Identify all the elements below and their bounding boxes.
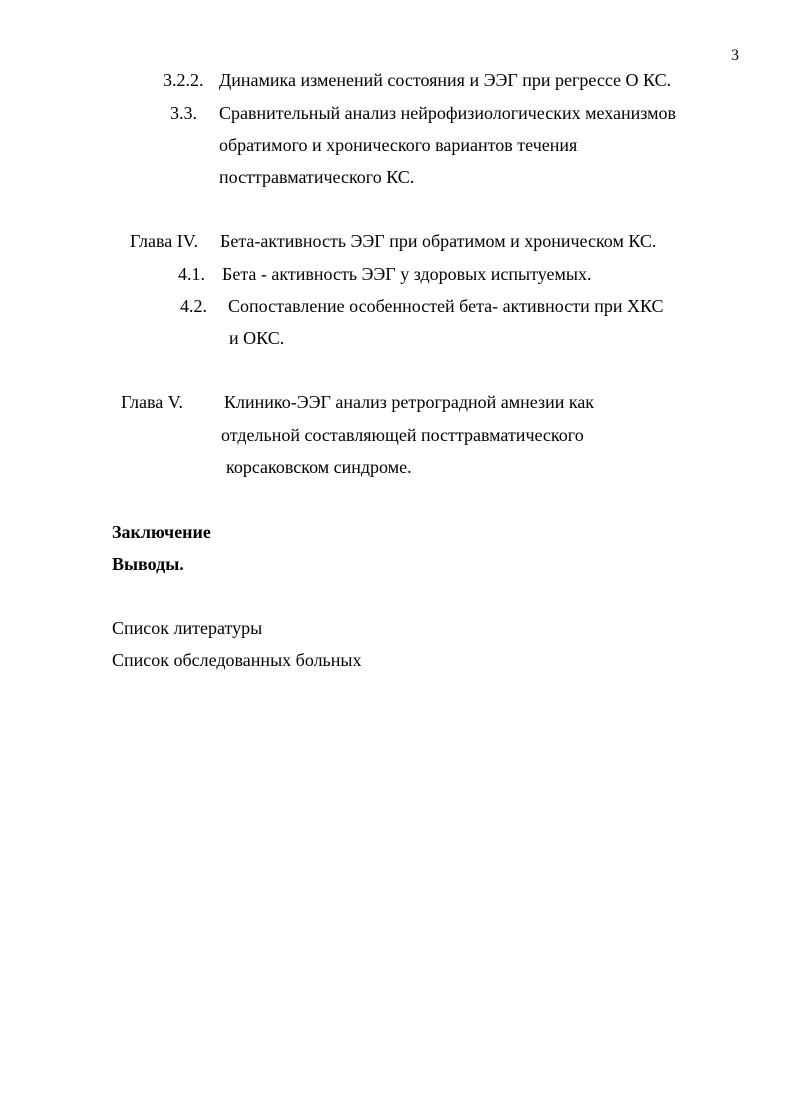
- toc-title-3-3-line-2: обратимого и хронического вариантов течения: [219, 135, 578, 155]
- page-number: 3: [731, 47, 739, 64]
- chapter-4-label: Глава IV.: [130, 231, 198, 251]
- chapter-4-title: Бета-активность ЭЭГ при обратимом и хроническом КС.: [220, 231, 657, 251]
- toc-number-3-3: 3.3.: [170, 103, 197, 123]
- findings-heading: Выводы.: [112, 554, 184, 574]
- chapter-5-title-line-1: Клинико-ЭЭГ анализ ретроградной амнезии как: [224, 392, 595, 412]
- toc-title-4-2-line-2: и ОКС.: [229, 328, 285, 348]
- toc-number-4-2: 4.2.: [180, 296, 207, 316]
- conclusion-heading: Заключение: [112, 522, 211, 542]
- chapter-5-title-line-3: корсаковском синдроме.: [226, 457, 412, 477]
- toc-title-4-2-line-1: Сопоставление особенностей бета- активности при ХКС: [228, 296, 664, 316]
- toc-title-3-3-line-1: Сравнительный анализ нейрофизиологических механизмов: [219, 103, 676, 123]
- toc-number-3-2-2: 3.2.2.: [163, 70, 204, 90]
- references-item: Список литературы: [112, 618, 263, 638]
- patients-list-item: Список обследованных больных: [112, 650, 362, 670]
- chapter-5-label: Глава V.: [121, 392, 183, 412]
- toc-title-3-2-2: Динамика изменений состояния и ЭЭГ при регрессе О КС.: [219, 70, 672, 90]
- toc-title-4-1: Бета - активность ЭЭГ у здоровых испытуемых.: [222, 264, 592, 284]
- toc-number-4-1: 4.1.: [178, 264, 205, 284]
- chapter-5-title-line-2: отдельной составляющей посттравматического: [221, 425, 584, 445]
- toc-title-3-3-line-3: посттравматического КС.: [219, 167, 415, 187]
